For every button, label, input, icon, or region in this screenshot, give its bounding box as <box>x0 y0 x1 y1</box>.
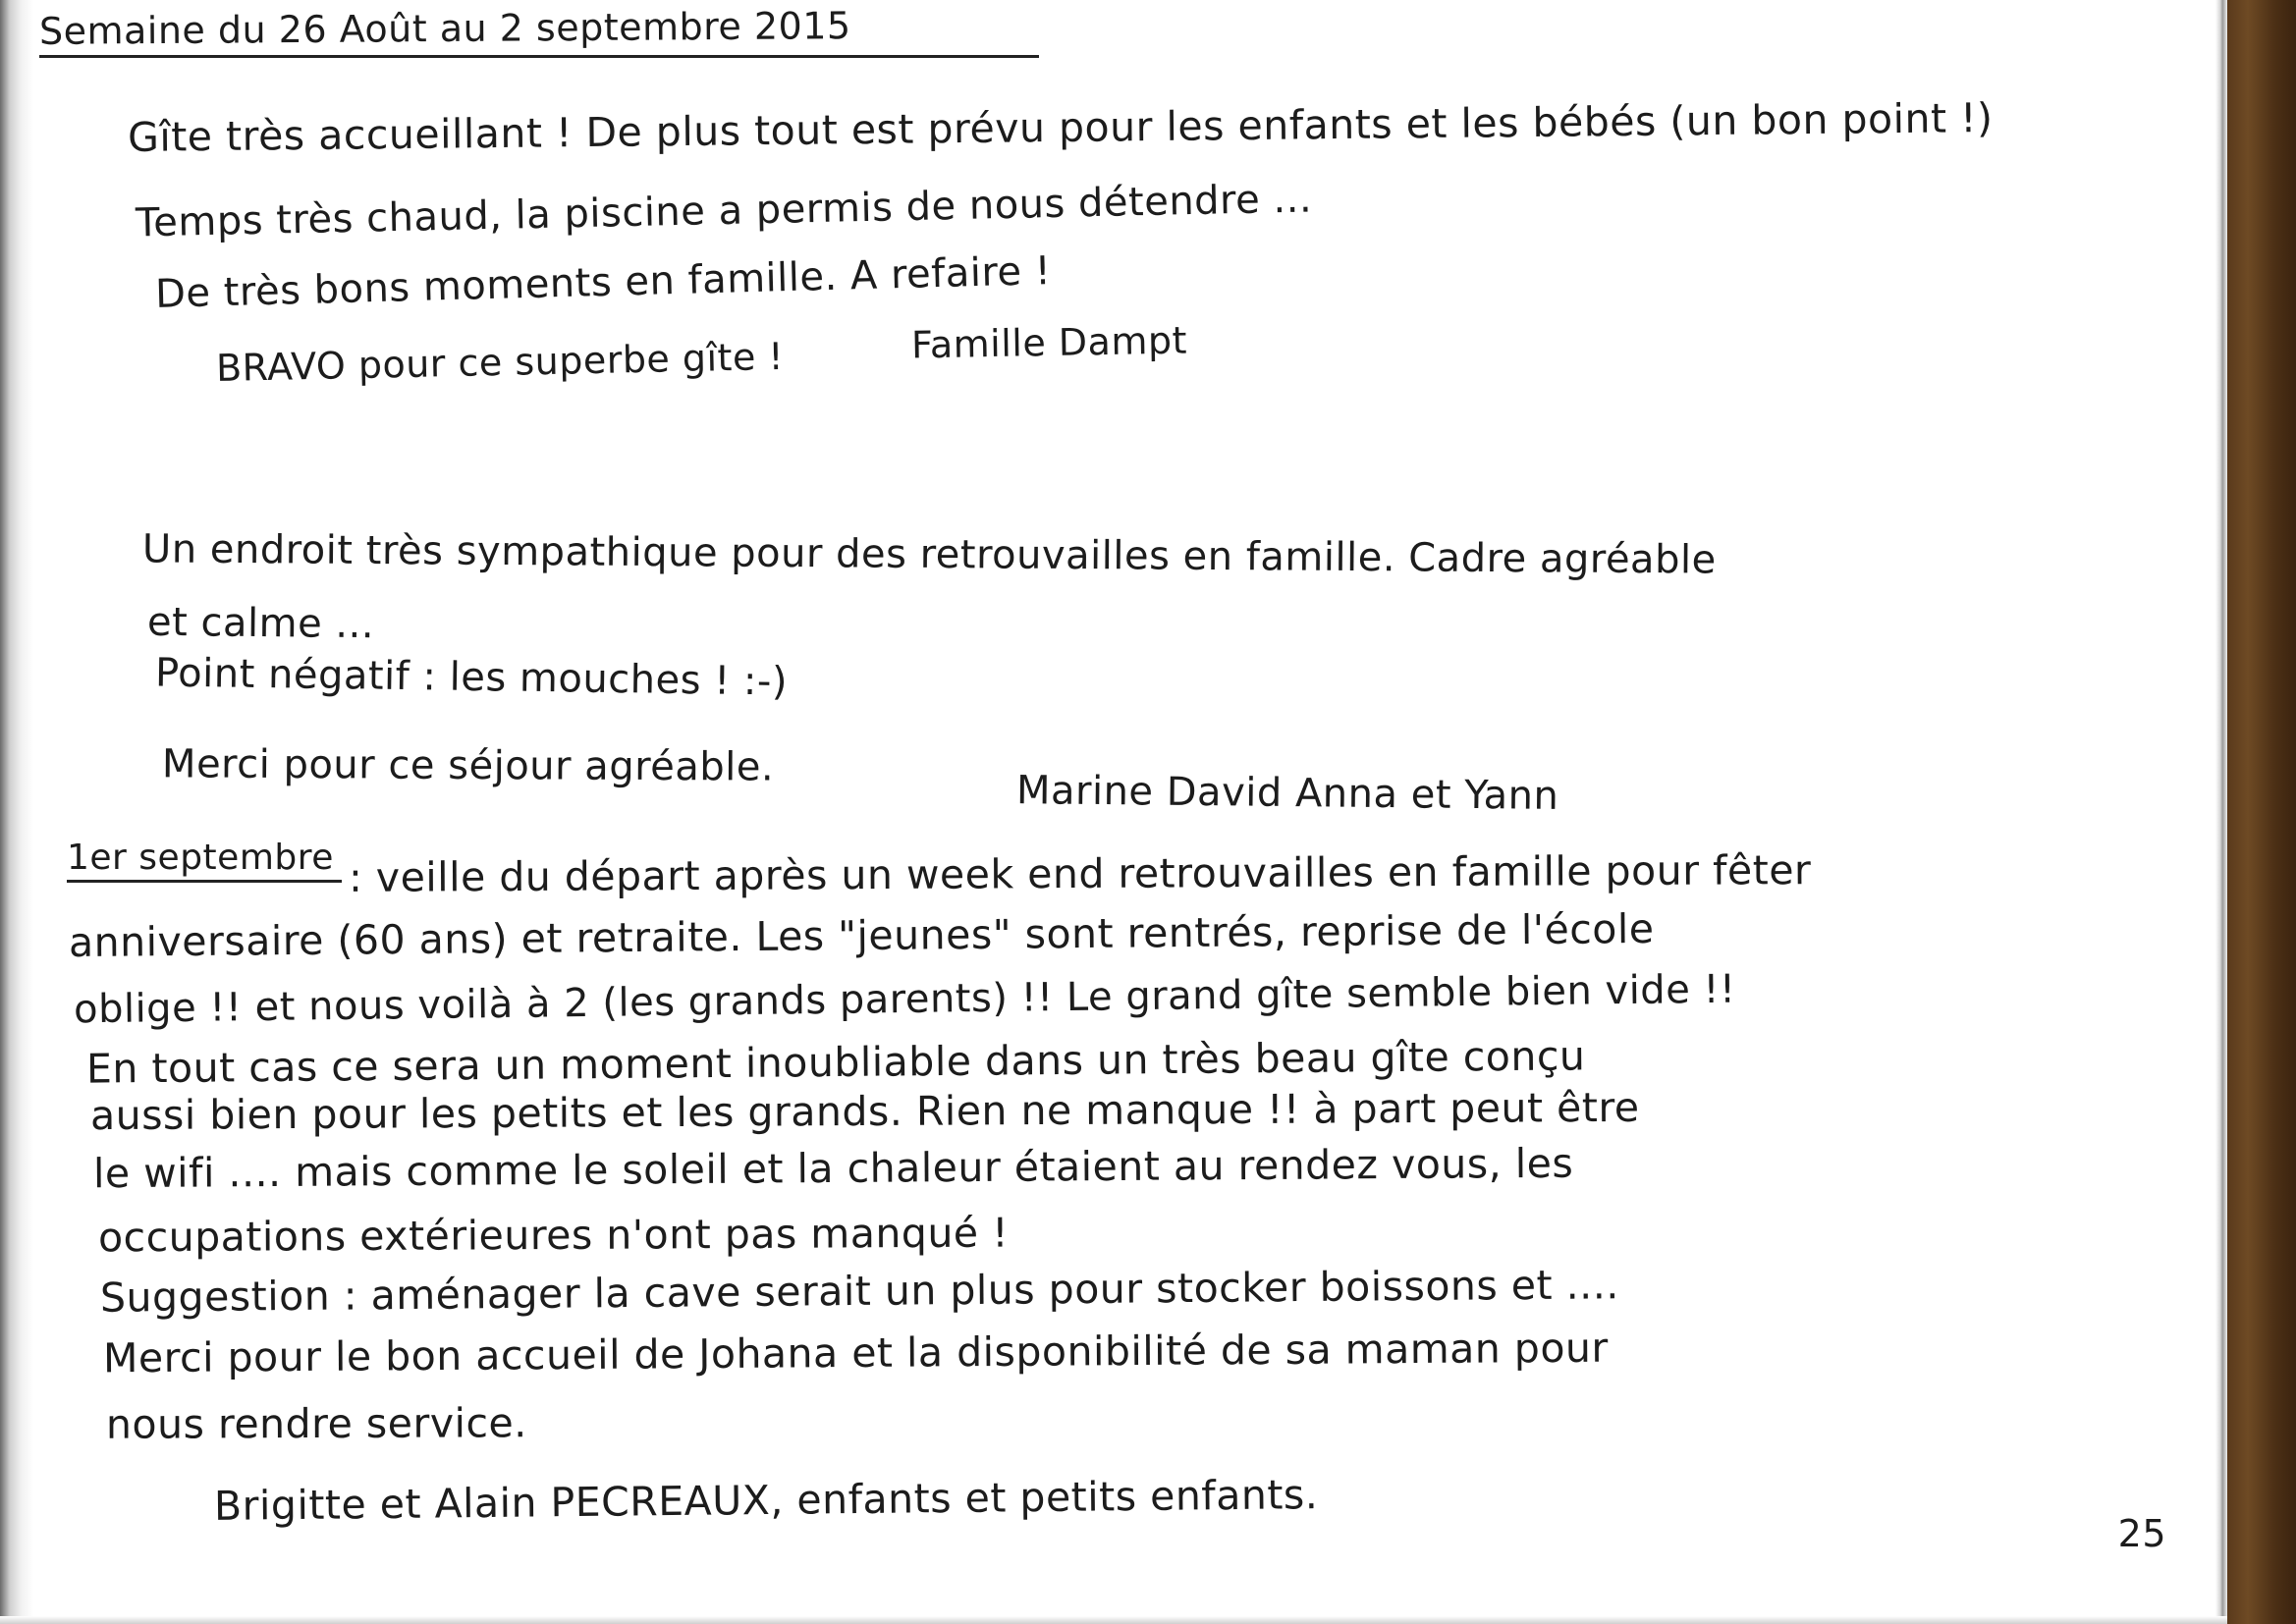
entry1-line1: Gîte très accueillant ! De plus tout est prévu pour les enfants et les bébés (un bon point !) <box>127 94 1994 161</box>
entry2-signature: Marine David Anna et Yann <box>1015 768 1559 819</box>
page-number: 25 <box>2117 1512 2166 1555</box>
bottom-edge-shadow <box>0 1616 2227 1624</box>
page-edge <box>2215 0 2227 1624</box>
header-underline <box>39 55 1039 58</box>
entry2-line1: Un endroit très sympathique pour des retrouvailles en famille. Cadre agréable <box>141 526 1717 583</box>
entry3-line3: oblige !! et nous voilà à 2 (les grands parents) !! Le grand gîte semble bien vide !! <box>73 966 1736 1033</box>
entry2-line3: Point négatif : les mouches ! :-) <box>154 650 789 705</box>
entry1-signature: Famille Dampt <box>910 318 1188 367</box>
entry3-line2: anniversaire (60 ans) et retraite. Les "jeunes" sont rentrés, reprise de l'école <box>68 904 1655 967</box>
entry1-bravo: BRAVO pour ce superbe gîte ! <box>215 334 785 391</box>
entry3-line7: occupations extérieures n'ont pas manqué ! <box>97 1209 1010 1262</box>
entry3-line10: nous rendre service. <box>105 1399 527 1448</box>
entry3-line1: : veille du départ après un week end retrouvailles en famille pour fêter <box>348 846 1812 901</box>
entry3-line4: En tout cas ce sera un moment inoubliable dans un très beau gîte conçu <box>85 1032 1586 1093</box>
entry3-date: 1er septembre <box>67 838 334 878</box>
entry1-line2: Temps très chaud, la piscine a permis de nous détendre ... <box>135 176 1313 246</box>
entry2-line2: et calme ... <box>146 599 375 648</box>
binding-shadow <box>0 0 33 1624</box>
entry3-line9: Merci pour le bon accueil de Johana et la disponibilité de sa maman pour <box>102 1324 1609 1382</box>
book-cover <box>2227 0 2296 1624</box>
date-underline <box>67 880 342 883</box>
entry3-line5: aussi bien pour les petits et les grands. Rien ne manque !! à part peut être <box>89 1083 1640 1140</box>
entry3-signature: Brigitte et Alain PECREAUX, enfants et petits enfants. <box>213 1471 1319 1530</box>
page-header: Semaine du 26 Août au 2 septembre 2015 <box>38 4 851 53</box>
entry3-line8: Suggestion : aménager la cave serait un plus pour stocker boissons et .... <box>99 1261 1619 1322</box>
entry2-line4: Merci pour ce séjour agréable. <box>161 741 775 790</box>
entry1-line3: De très bons moments en famille. A refaire ! <box>154 248 1052 317</box>
entry3-line6: le wifi .... mais comme le soleil et la chaleur étaient au rendez vous, les <box>92 1139 1574 1198</box>
